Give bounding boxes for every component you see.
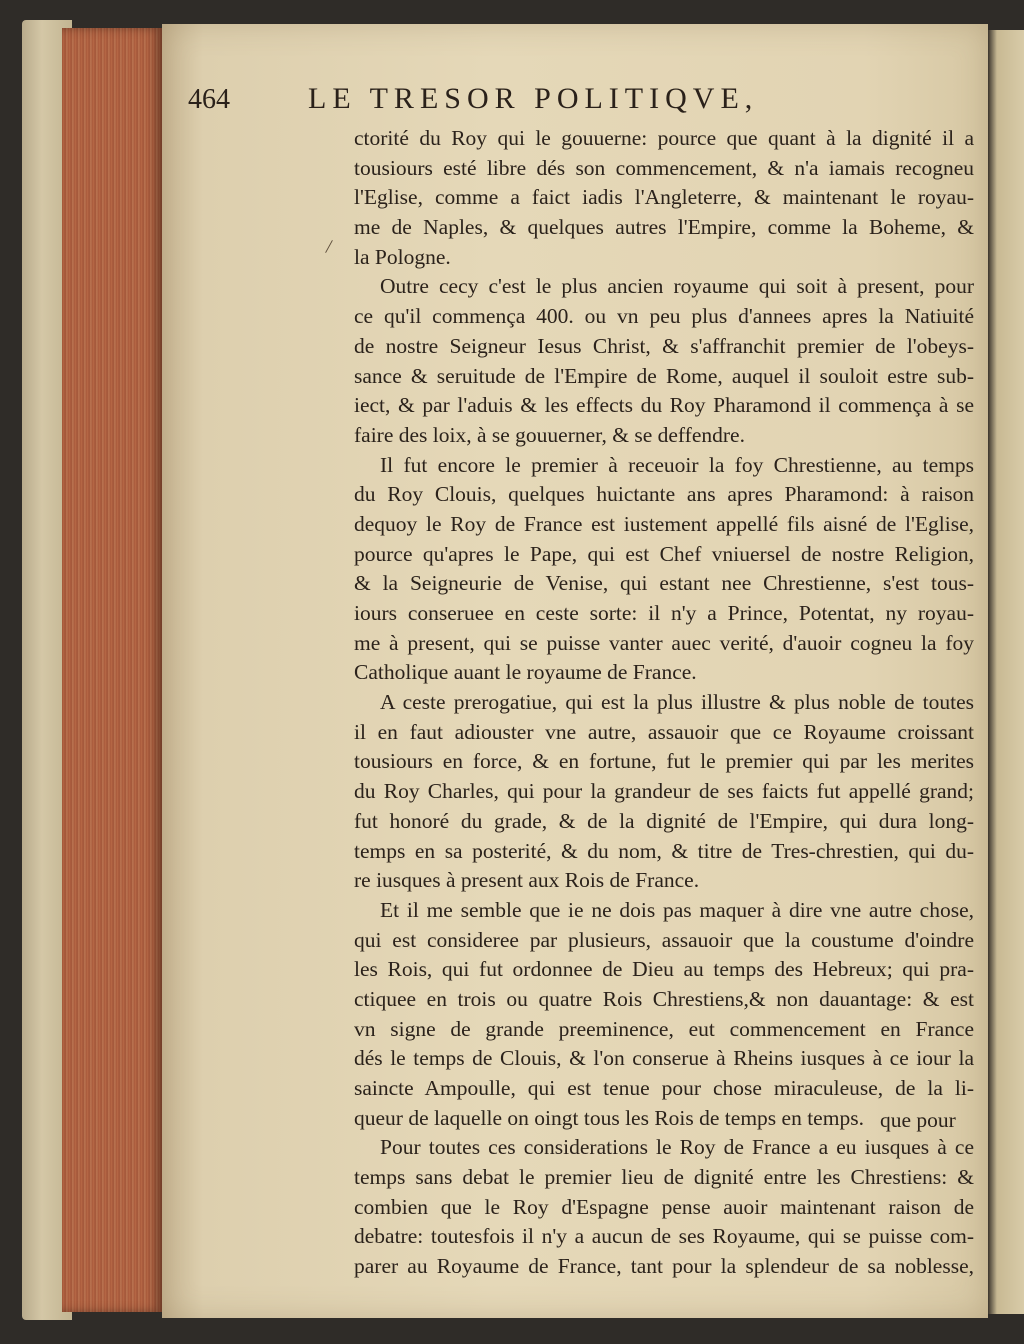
text-line: re iusques à present aux Rois de France. bbox=[354, 868, 700, 893]
margin-mark: / bbox=[324, 235, 334, 259]
text-line: A ceste prerogatiue, qui est la plus illustre & plus noble de toutes bbox=[380, 690, 974, 715]
text-line: Il fut encore le premier à receuoir la foy Chrestienne, au temps bbox=[380, 452, 974, 477]
text-line: pource qu'apres le Pape, qui est Chef vniuersel de nostre Religion, bbox=[354, 541, 974, 566]
text-line: Pour toutes ces considerations le Roy de France a eu iusques à ce bbox=[380, 1135, 974, 1160]
text-line: me à present, qui se puisse vanter auec verité, d'auoir cogneu la foy bbox=[354, 630, 974, 655]
text-line: tousiours esté libre dés son commencement, & n'a iamais recogneu bbox=[354, 155, 974, 180]
text-line: queur de laquelle on oingt tous les Rois de temps en temps. bbox=[354, 1105, 864, 1130]
text-line: Et il me semble que ie ne dois pas maquer à dire vne autre chose, bbox=[380, 897, 974, 922]
text-line: du Roy Clouis, quelques huictante ans apres Pharamond: à raison bbox=[354, 482, 974, 507]
text-line: combien que le Roy d'Espagne pense auoir maintenant raison de bbox=[354, 1194, 974, 1219]
catchword: que pour bbox=[880, 1108, 956, 1132]
text-line: du Roy Charles, qui pour la grandeur de ses faicts fut appellé grand; bbox=[354, 779, 974, 804]
running-head bbox=[188, 82, 948, 118]
text-line: les Rois, qui fut ordonnee de Dieu au temps des Hebreux; qui pra- bbox=[354, 957, 974, 982]
running-title: LE TRESOR POLITIQVE, bbox=[308, 82, 759, 115]
text-line: ce qu'il commença 400. ou vn peu plus d'annees apres la Natiuité bbox=[354, 304, 974, 329]
text-line: ctorité du Roy qui le gouuerne: pource que quant à la dignité il a bbox=[354, 126, 974, 150]
page-edges bbox=[62, 28, 162, 1312]
text-line: iect, & par l'aduis & les effects du Roy Pharamond il commença à se bbox=[354, 393, 974, 418]
text-line: vn signe de grande preeminence, eut commencement en France bbox=[354, 1016, 974, 1041]
text-line: Catholique auant le royaume de France. bbox=[354, 660, 697, 685]
text-line: temps en sa posterité, & du nom, & titre de Tres-chrestien, qui du- bbox=[354, 838, 974, 863]
text-line: tousiours en force, & en fortune, fut le premier qui par les merites bbox=[354, 749, 974, 774]
text-line: il en faut adiouster vne autre, assauoir que ce Royaume croissant bbox=[354, 719, 974, 744]
text-line: dés le temps de Clouis, & l'on conserue à Rheins iusques à ce iour la bbox=[354, 1046, 974, 1071]
text-line: l'Eglise, comme a faict iadis l'Angleterre, & maintenant le royau- bbox=[354, 185, 974, 210]
text-line: de nostre Seigneur Iesus Christ, & s'affranchit premier de l'obeys- bbox=[354, 333, 974, 358]
text-line: iours conseruee en ceste sorte: il n'y a Prince, Potentat, ny royau- bbox=[354, 601, 974, 625]
text-line: me de Naples, & quelques autres l'Empire, comme la Boheme, & bbox=[354, 215, 974, 240]
text-line: la Pologne. bbox=[354, 244, 451, 269]
text-line: ctiquee en trois ou quatre Rois Chrestiens,& non dauantage: & est bbox=[354, 986, 974, 1011]
text-line: faire des loix, à se gouuerner, & se deffendre. bbox=[354, 422, 745, 447]
next-page-edge bbox=[988, 30, 1024, 1314]
text-line: Outre cecy c'est le plus ancien royaume qui soit à present, pour bbox=[380, 274, 974, 299]
text-line: temps sans debat le premier lieu de dignité entre les Chrestiens: & bbox=[354, 1165, 974, 1190]
text-line: saincte Ampoulle, qui est tenue pour chose miraculeuse, de la li- bbox=[354, 1076, 974, 1100]
text-line: qui est consideree par plusieurs, assauoir que la coustume d'oindre bbox=[354, 927, 974, 952]
text-line: debatre: toutesfois il n'y a aucun de ses Royaume, qui se puisse com- bbox=[354, 1224, 974, 1249]
text-line: parer au Royaume de France, tant pour la splendeur de sa noblesse, bbox=[354, 1254, 974, 1279]
text-line: fut honoré du grade, & de la dignité de l'Empire, qui dura long- bbox=[354, 808, 974, 833]
text-line: dequoy le Roy de France est iustement appellé fils aisné de l'Eglise, bbox=[354, 511, 974, 536]
text-line: & la Seigneurie de Venise, qui estant nee Chrestienne, s'est tous- bbox=[354, 571, 974, 596]
page-number: 464 bbox=[188, 84, 230, 115]
text-line: sance & seruitude de l'Empire de Rome, auquel il souloit estre sub- bbox=[354, 363, 974, 388]
